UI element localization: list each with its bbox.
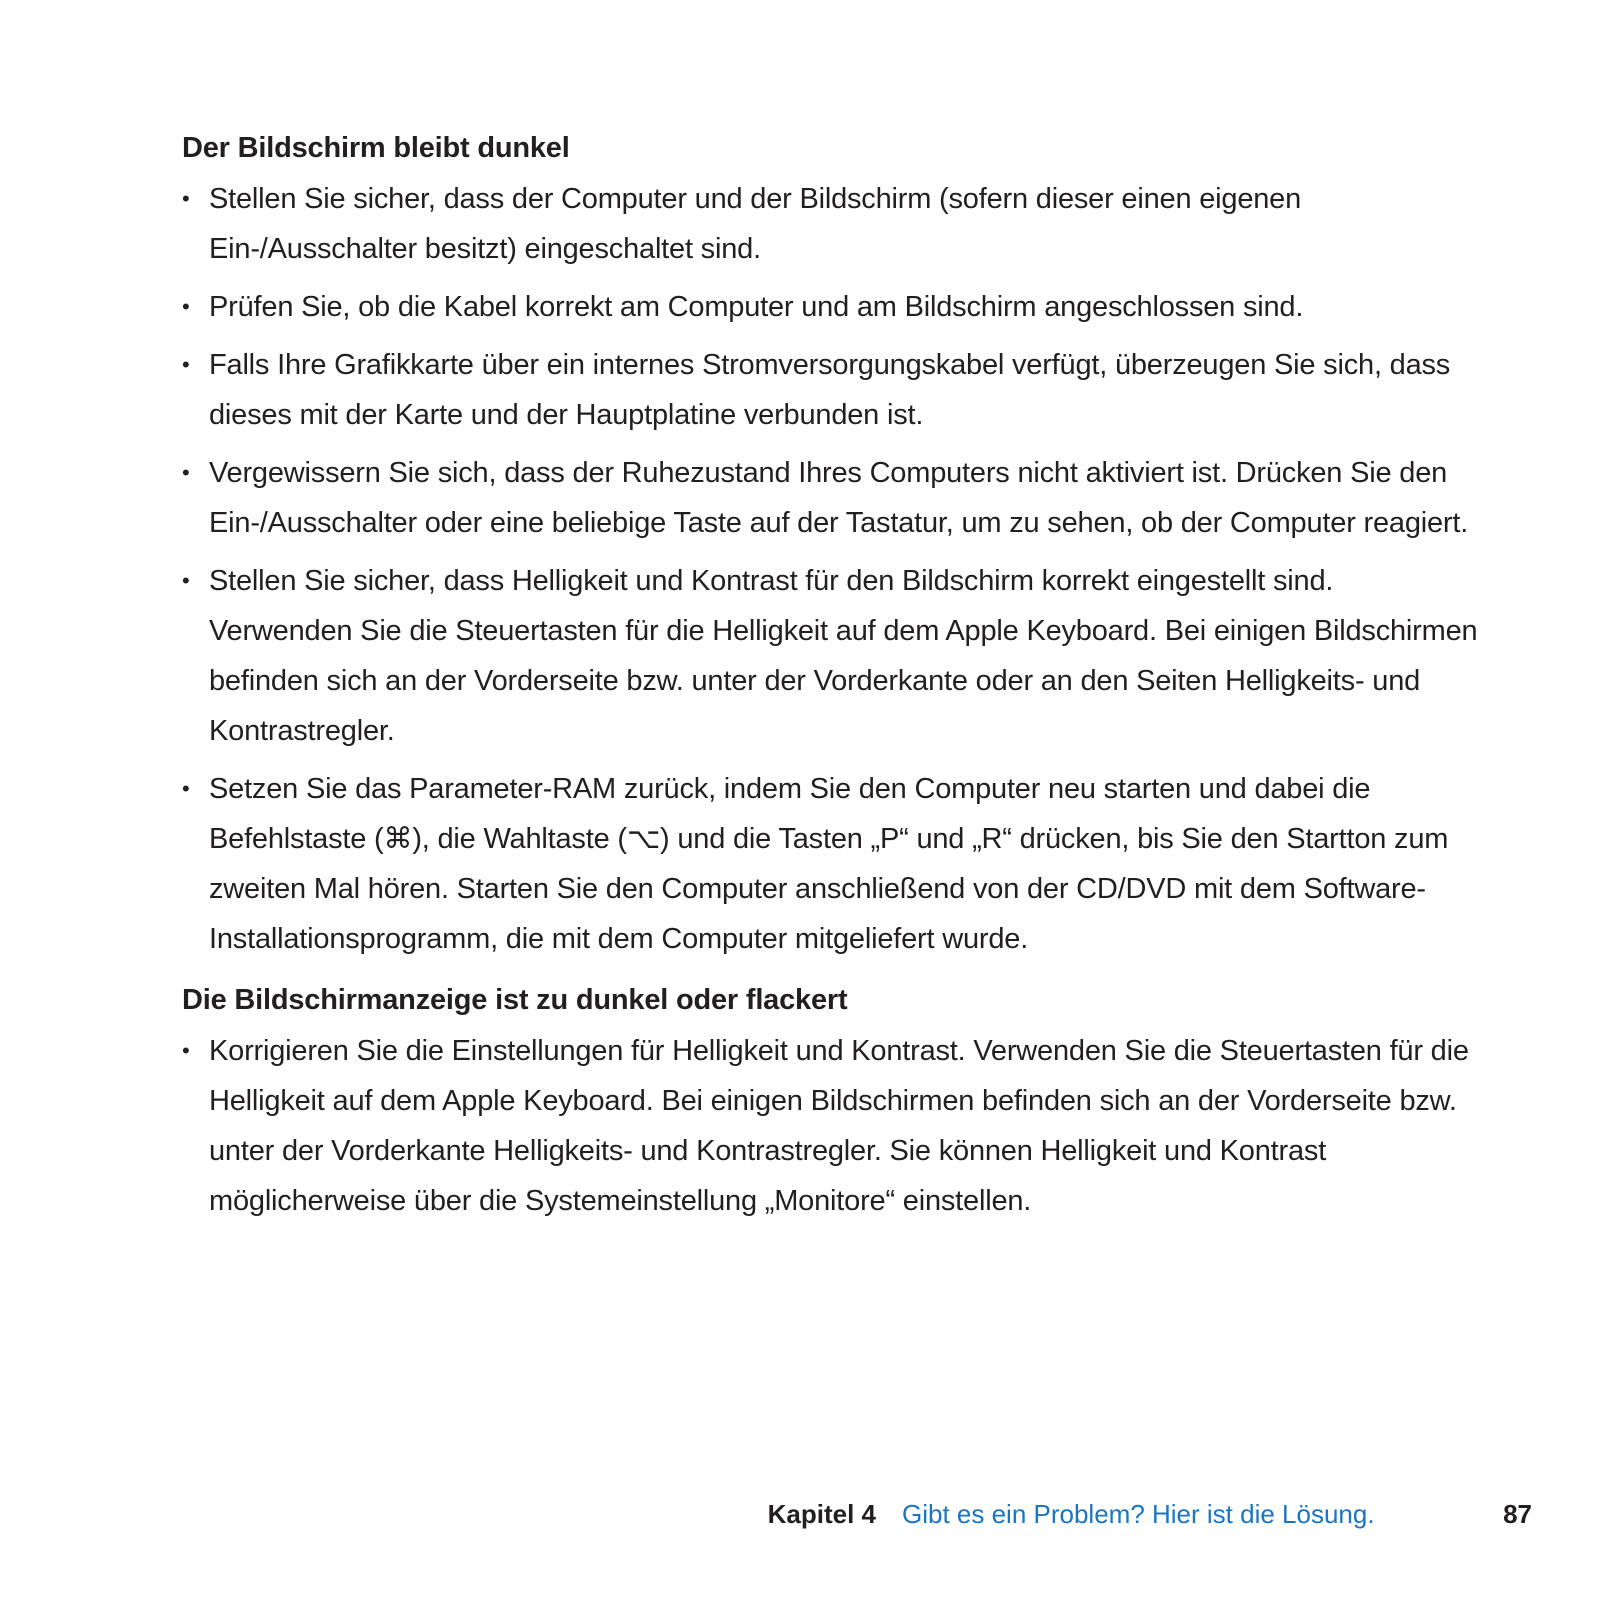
list-item bbox=[182, 340, 1482, 440]
list-item-text: Korrigieren Sie die Einstellungen für Helligkeit und Kontrast. Verwenden Sie die Steuertasten für die Helligkeit auf dem Apple Keyboard. Bei einigen Bildschirmen befinden sich an der Vorderseite bzw. unter der Vorderkante Helligkeits- und Kontrastregler. Sie können Helligkeit und Kontrast möglicherweise über die Systemeinstellung „Monitore“ einstellen. bbox=[209, 1035, 1469, 1217]
bullet-list bbox=[182, 174, 1482, 964]
list-item bbox=[182, 764, 1482, 964]
list-item-text: Falls Ihre Grafikkarte über ein internes Stromversorgungskabel verfügt, überzeugen Sie sich, dass dieses mit der Karte und der Hauptplatine verbunden ist. bbox=[209, 349, 1451, 431]
list-item-text: Stellen Sie sicher, dass der Computer und der Bildschirm (sofern dieser einen eigenen Ein-/Ausschalter besitzt) eingeschaltet sind. bbox=[209, 183, 1302, 265]
list-item bbox=[182, 448, 1482, 548]
bullet-icon: • bbox=[182, 352, 190, 377]
bullet-icon: • bbox=[182, 1038, 190, 1063]
list-item bbox=[182, 1026, 1482, 1226]
section-dark-screen bbox=[182, 128, 1482, 964]
section-heading: Der Bildschirm bleibt dunkel bbox=[182, 132, 570, 164]
bullet-list bbox=[182, 1026, 1482, 1226]
bullet-icon: • bbox=[182, 294, 190, 319]
list-item bbox=[182, 174, 1482, 274]
bullet-icon: • bbox=[182, 776, 190, 801]
section-heading: Die Bildschirmanzeige ist zu dunkel oder flackert bbox=[182, 984, 848, 1016]
bullet-icon: • bbox=[182, 460, 190, 485]
page-content bbox=[182, 128, 1482, 1234]
list-item-text: Vergewissern Sie sich, dass der Ruhezustand Ihres Computers nicht aktiviert ist. Drücken Sie den Ein-/Ausschalter oder eine beliebige Taste auf der Tastatur, um zu sehen, ob der Computer reagiert. bbox=[209, 457, 1469, 539]
list-item bbox=[182, 556, 1482, 756]
page-footer bbox=[0, 1496, 1600, 1532]
list-item-text: Prüfen Sie, ob die Kabel korrekt am Computer und am Bildschirm angeschlossen sind. bbox=[209, 291, 1304, 323]
list-item-text: Setzen Sie das Parameter-RAM zurück, indem Sie den Computer neu starten und dabei die Befehlstaste (⌘), die Wahltaste (⌥) und die Tasten „P“ und „R“ drücken, bis Sie den Startton zum zweiten Mal hören. Starten Sie den Computer anschließend von der CD/DVD mit dem Software-Installationsprogramm, die mit dem Computer mitgeliefert wurde. bbox=[209, 773, 1449, 955]
footer-chapter-label: Kapitel 4 bbox=[767, 1499, 876, 1529]
list-item-text: Stellen Sie sicher, dass Helligkeit und Kontrast für den Bildschirm korrekt eingestellt sind. Verwenden Sie die Steuertasten für die Helligkeit auf dem Apple Keyboard. Bei einigen Bildschirmen befinden sich an der Vorderseite bzw. unter der Vorderkante oder an den Seiten Helligkeits- und Kontrastregler. bbox=[209, 565, 1478, 747]
footer-chapter-title: Gibt es ein Problem? Hier ist die Lösung. bbox=[902, 1499, 1375, 1529]
bullet-icon: • bbox=[182, 568, 190, 593]
list-item bbox=[182, 282, 1482, 332]
section-flicker-screen bbox=[182, 980, 1482, 1226]
bullet-icon: • bbox=[182, 186, 190, 211]
page-number: 87 bbox=[1503, 1499, 1532, 1529]
